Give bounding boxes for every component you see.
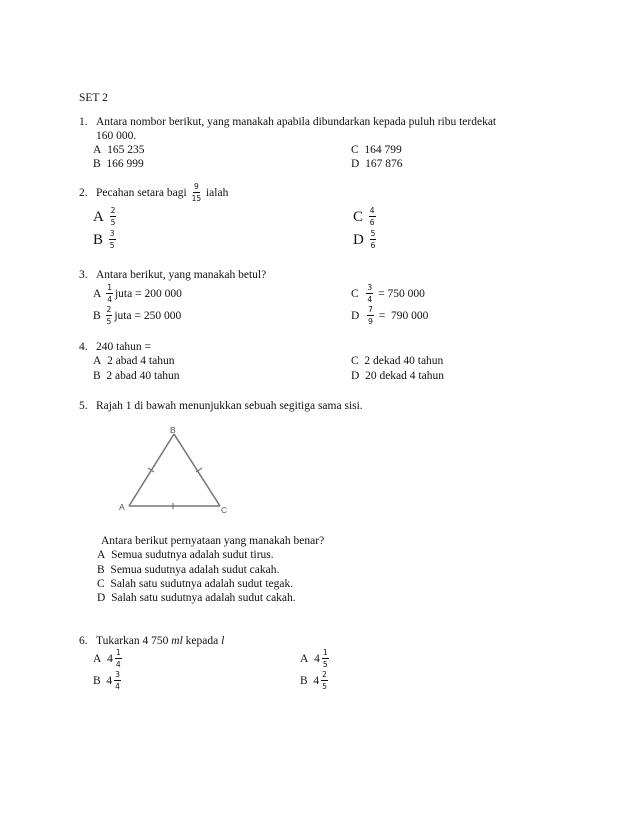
equilateral-triangle-diagram: [110, 422, 245, 517]
q6-option-b-right[interactable]: B 4 $\frac{2}{5}$: [300, 670, 327, 691]
triangle-side-bc: [174, 434, 220, 506]
q1-text: Antara nombor berikut, yang manakah apabila dibundarkan kepada puluh ribu terdekat: [96, 116, 497, 128]
q2-fraction: $\frac{9}{15}$: [191, 182, 202, 203]
q6-option-b-left[interactable]: B 4 $\frac{3}{4}$: [93, 670, 120, 691]
q2-number: 2.: [79, 187, 88, 199]
set-title: SET 2: [79, 92, 108, 104]
q1-option-b[interactable]: B 166 999: [93, 158, 144, 170]
q3-option-a[interactable]: A $\frac{1}{4}$ juta = 200 000: [93, 283, 182, 304]
q2-option-a[interactable]: A $\frac{2}{5}$: [93, 206, 116, 227]
q3-number: 3.: [79, 269, 88, 281]
q4-option-c[interactable]: C 2 dekad 40 tahun: [351, 355, 444, 367]
q4-text: 240 tahun =: [96, 341, 152, 353]
q4-option-b[interactable]: B 2 abad 40 tahun: [93, 370, 180, 382]
q5-text: Rajah 1 di bawah menunjukkan sebuah segitiga sama sisi.: [96, 400, 363, 412]
q3-text: Antara berikut, yang manakah betul?: [96, 269, 267, 281]
q2-option-b[interactable]: B $\frac{3}{5}$: [93, 229, 115, 250]
q6-option-a-right[interactable]: A 4 $\frac{1}{5}$: [300, 648, 328, 669]
q6-option-a-left[interactable]: A 4 $\frac{1}{4}$: [93, 648, 121, 669]
q6-text: Tukarkan 4 750 ml kepada l: [96, 635, 225, 647]
q5-number: 5.: [79, 400, 88, 412]
q3-option-d[interactable]: D $\frac{7}{9}$ = 790 000: [351, 305, 429, 326]
q1-text-cont: 160 000.: [96, 130, 137, 142]
vertex-label-b: B: [170, 425, 176, 435]
q3-option-b[interactable]: B $\frac{2}{5}$ juta = 250 000: [93, 305, 182, 326]
q5-prompt: Antara berikut pernyataan yang manakah benar?: [101, 535, 325, 547]
q1-option-d[interactable]: D 167 876: [351, 158, 403, 170]
q4-option-d[interactable]: D 20 dekad 4 tahun: [351, 370, 444, 382]
q6-number: 6.: [79, 635, 88, 647]
q4-option-a[interactable]: A 2 abad 4 tahun: [93, 355, 175, 367]
q4-number: 4.: [79, 341, 88, 353]
q5-option-b[interactable]: B Semua sudutnya adalah sudut cakah.: [97, 564, 280, 576]
q2-text: Pecahan setara bagi $\frac{9}{15}$ ialah: [96, 182, 229, 203]
q2-option-c[interactable]: C $\frac{4}{6}$: [353, 206, 375, 227]
q1-number: 1.: [79, 116, 88, 128]
q5-option-d[interactable]: D Salah satu sudutnya adalah sudut cakah.: [97, 592, 296, 604]
vertex-label-c: C: [221, 505, 228, 515]
q5-option-a[interactable]: A Semua sudutnya adalah sudut tirus.: [97, 549, 274, 561]
q2-option-d[interactable]: D $\frac{5}{6}$: [353, 229, 376, 250]
q5-option-c[interactable]: C Salah satu sudutnya adalah sudut tegak.: [97, 578, 294, 590]
q3-option-c[interactable]: C $\frac{3}{4}$ = 750 000: [351, 283, 425, 304]
q1-option-a[interactable]: A 165 235: [93, 144, 145, 156]
vertex-label-a: A: [119, 502, 125, 512]
q1-option-c[interactable]: C 164 799: [351, 144, 402, 156]
